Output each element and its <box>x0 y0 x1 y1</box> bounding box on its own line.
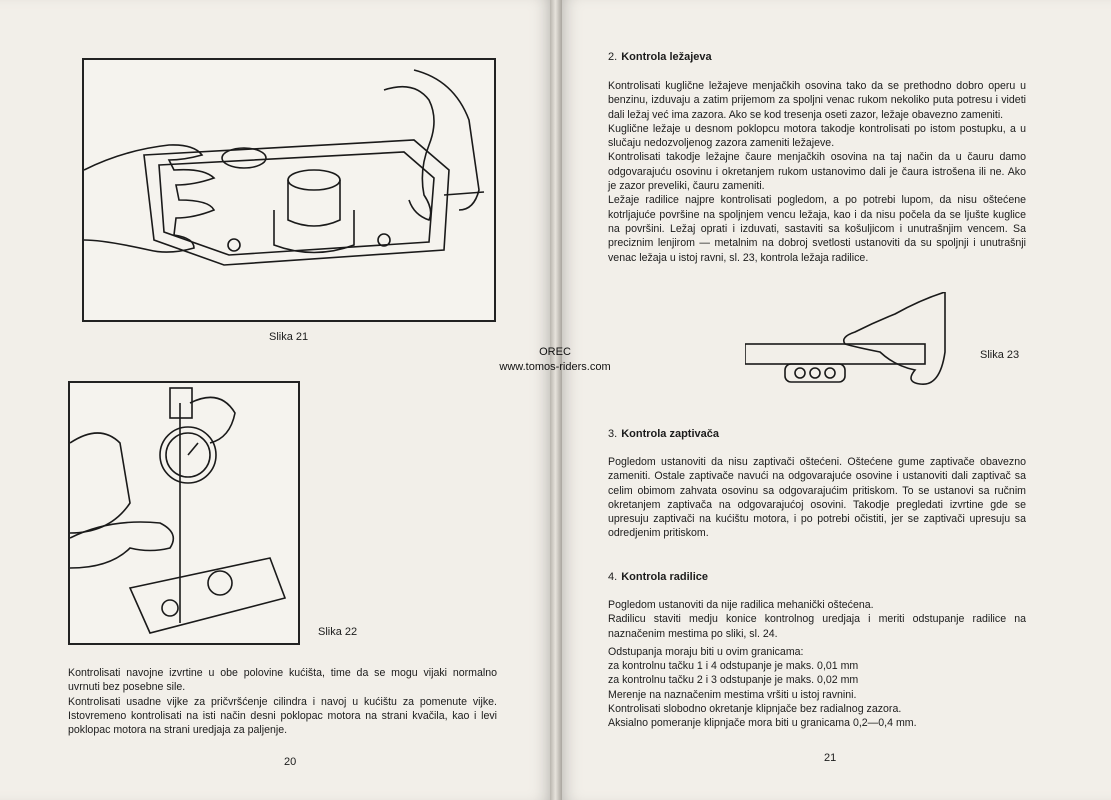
section-3-heading <box>608 428 719 440</box>
section-number: 3. <box>608 428 618 440</box>
limit-item: za kontrolnu tačku 1 i 4 odstupanje je maks. 0,01 mm <box>608 660 859 673</box>
limit-item: Merenje na naznačenim mestima vršiti u istoj ravnini. <box>608 688 857 701</box>
section-4-text <box>608 598 1026 731</box>
limit-item: Aksialno pomeranje klipnjače mora biti u granicama 0,2—0,4 mm. <box>608 717 917 730</box>
paragraph: Kontrolisati usadne vijke za pričvršćenje cilindra i navoj u kućištu za pomenute vijke. Istovremeno kontrolisati na isti način desni poklopac motora na strani kvačila, kao i levi poklopac motora na strani uredjaja za paljenje. <box>68 695 497 737</box>
paragraph: Kuglične ležaje u desnom poklopcu motora takodje kontrolisati po istom postupku, a u slučaju nedozvoljenog zazora zameniti ležajeve. <box>608 122 1026 150</box>
watermark-url: www.tomos-riders.com <box>499 361 611 373</box>
limits-intro: Odstupanja moraju biti u ovim granicama: <box>608 645 804 658</box>
left-page-text <box>68 666 497 737</box>
page-number-right: 21 <box>824 752 837 764</box>
figure-23-caption: Slika 23 <box>980 349 1020 361</box>
section-title: Kontrola radilice <box>621 571 708 583</box>
figure-23-illustration <box>745 292 950 392</box>
page-number-left: 20 <box>284 756 297 768</box>
watermark-title: OREC <box>539 346 571 358</box>
paragraph: Pogledom ustanoviti da nije radilica mehanički oštećena. <box>608 599 874 611</box>
paragraph: Kontrolisati kuglične ležajeve menjačkih osovina tako da se prethodno dobro operu u benzinu, izduvaju a zatim prijemom za spoljni venac rukom nekoliko puta potresu i videti dali ležaj već ima zazora. Ako se kod tresenja oseti zazor, ležaje obavezno zameniti. <box>608 80 1026 121</box>
figure-21-illustration <box>82 58 496 322</box>
limit-item: za kontrolnu tačku 2 i 3 odstupanje je maks. 0,02 mm <box>608 674 859 687</box>
section-2-heading <box>608 51 712 63</box>
section-3-text <box>608 455 1026 541</box>
section-2-text <box>608 79 1026 265</box>
section-number: 4. <box>608 571 618 583</box>
figure-22-caption: Slika 22 <box>318 626 358 638</box>
paragraph: Pogledom ustanoviti da nisu zaptivači oštećeni. Oštećene gume zaptivače obavezno zameniti. Ostale zaptivače navući na odgovarajuće osovine i ustanoviti dali zaptivač sa celim obimom zahvata osovinu sa odgovarajućim pritiskom. To se ustanovi sa ručnim okretanjem zaptivača na odgovarajućoj osovini. Takodje pregledati izvrtine gde se upresuju zaptivači na kućištu motora, i po potrebi očistiti, jer se zaptivači upresuju sa odredjenim pritiskom. <box>608 456 1026 540</box>
paragraph: Radilicu staviti medju konice kontrolnog uredjaja i meriti odstupanje radilice na naznačenim mestima po sliki, sl. 24. <box>608 613 1026 640</box>
section-title: Kontrola ležajeva <box>621 51 712 63</box>
paragraph: Kontrolisati navojne izvrtine u obe polovine kućišta, time da se mogu vijaki normalno uvrnuti bez posebne sile. <box>68 667 497 694</box>
book-spine <box>550 0 562 800</box>
paragraph: Kontrolisati takodje ležajne čaure menjačkih osovina na taj način da u čauru damo odgovarajuću osovinu i okretanjem rukom ustanovimo dali je čaura istrošena ili ne. Ako je zazor preveliki, čauru zameniti. <box>608 151 1026 193</box>
section-number: 2. <box>608 51 618 63</box>
figure-21-caption: Slika 21 <box>269 331 309 343</box>
figure-22-illustration <box>68 381 300 645</box>
section-title: Kontrola zaptivača <box>621 428 719 440</box>
watermark <box>480 345 630 375</box>
section-4-heading <box>608 571 708 583</box>
limit-item: Kontrolisati slobodno okretanje klipnjače bez radialnog zazora. <box>608 703 902 716</box>
paragraph: Ležaje radilice najpre kontrolisati pogledom, a po potrebi lupom, da nisu oštećene kotrljajuće površine na spoljnjem vencu ležaja, kao i da nisu počela da se ljušte kuglice na površini. Ležaj oprati i izduvati, sastaviti sa košuljicom i unutrašnjim vencem. Sa preciznim lenjirom — metalnim na dobroj svetlosti ustanoviti da su spoljnji i unutrašnji venac ležaja u istoj ravni, sl. 23, kontrola ležaja radilice. <box>608 194 1026 264</box>
